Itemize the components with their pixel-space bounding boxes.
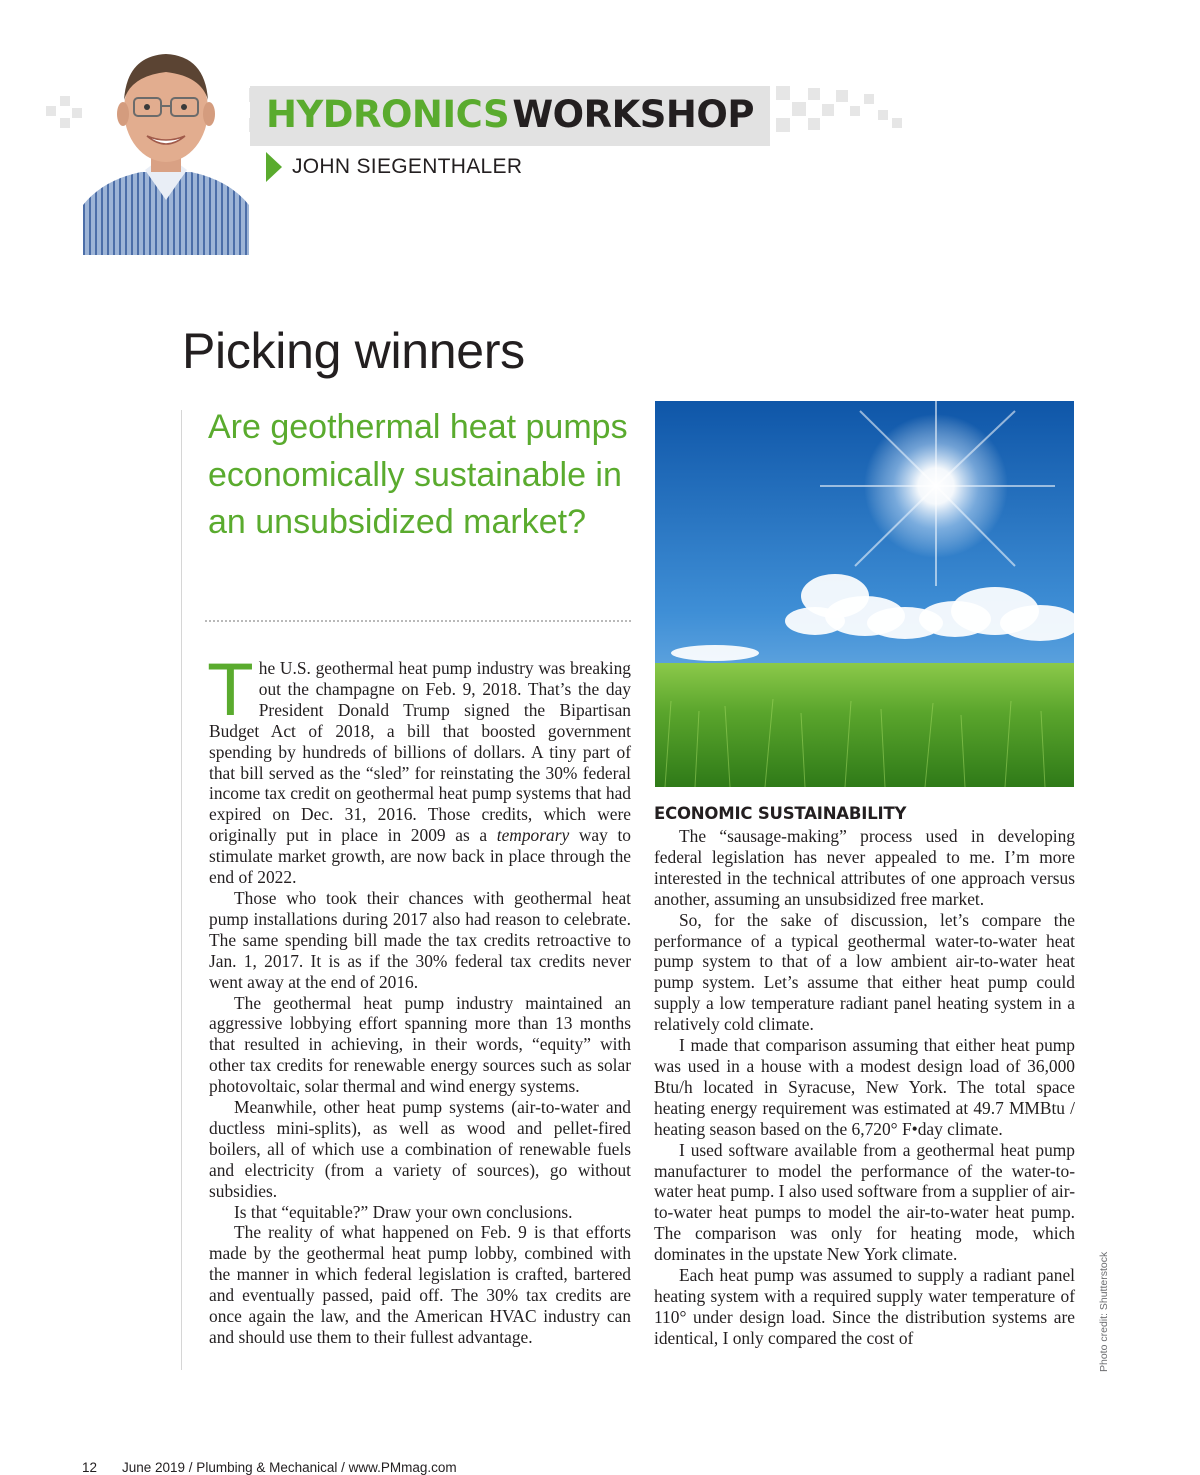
photo-credit-text: Photo credit: Shutterstock xyxy=(1098,1251,1110,1372)
text-run: Is that “equitable?” Draw your own conclusions. xyxy=(234,1201,573,1222)
text-run: The reality of what happened on Feb. 9 is that efforts made by the geothermal heat pump lobby, combined with the manner in which federal legislation is crafted, bartered and eventually passed, paid off. The 30% tax credits are once again the law, and the American HVAC industry can and should use them to their fullest advantage. xyxy=(209,1222,631,1347)
dotted-divider xyxy=(205,620,631,622)
body-paragraph xyxy=(209,1202,631,1223)
column-title-hydronics: HYDRONICS xyxy=(266,93,510,136)
body-paragraph xyxy=(209,1222,631,1347)
drop-cap: T xyxy=(209,650,252,732)
photo-credit xyxy=(1096,1252,1110,1372)
body-paragraph xyxy=(654,910,1075,1035)
text-run: Meanwhile, other heat pump systems (air-to-water and ductless mini-splits), as well as wood and pellet-fired boilers, all of which use a combination of renewable fuels and electricity (from a variety of sources), go without subsidies. xyxy=(209,1097,631,1201)
body-paragraph xyxy=(209,993,631,1098)
page-footer xyxy=(82,1460,457,1475)
column-title-workshop: WORKSHOP xyxy=(512,93,754,136)
text-run: The “sausage-making” process used in developing federal legislation has never appealed to me. I’m more interested in the technical attributes of one approach versus another, assuming an unsubsidized free market. xyxy=(654,826,1075,909)
sun-sky-grass-photo xyxy=(655,401,1074,787)
author-name: JOHN SIEGENTHALER xyxy=(292,155,523,178)
text-run: Those who took their chances with geothermal heat pump installations during 2017 also had reason to celebrate. The same spending bill made the tax credits retroactive to Jan. 1, 2017. It is as if the 30% federal tax credits never went away at the end of 2016. xyxy=(209,887,631,992)
left-vertical-rule xyxy=(181,410,182,1370)
section-heading: ECONOMIC SUSTAINABILITY xyxy=(654,804,907,823)
body-paragraph xyxy=(654,826,1075,910)
body-paragraph xyxy=(654,1035,1075,1140)
author-byline xyxy=(266,152,522,182)
text-run: way to stimulate market growth, are now back in place through the end of 2022. xyxy=(209,825,631,888)
author-portrait xyxy=(83,40,249,255)
text-run: Each heat pump was assumed to supply a radiant panel heating system with a required supply water temperature of 110° under design load. Since the distribution systems are identical, I only compared the cost of xyxy=(654,1265,1075,1348)
emphasis-text: temporary xyxy=(496,825,570,846)
article-deck: Are geothermal heat pumps economically sustainable in an unsubsidized market? xyxy=(208,408,628,541)
body-paragraph xyxy=(209,1097,631,1202)
column-title xyxy=(266,90,754,140)
page-number: 12 xyxy=(82,1460,98,1475)
article-headline: Picking winners xyxy=(182,323,525,379)
body-paragraph xyxy=(209,650,631,888)
body-paragraph xyxy=(654,1140,1075,1265)
body-paragraph xyxy=(654,1265,1075,1349)
triangle-arrow-icon xyxy=(266,152,282,182)
body-column-right xyxy=(654,826,1075,1349)
text-run: I made that comparison assuming that either heat pump was used in a house with a modest design load of 36,000 Btu/h located in Syracuse, New York. The total space heating energy requirement was estimated at 49.7 MMBtu / heating season based on the 6,720° F•day climate. xyxy=(654,1035,1075,1139)
text-run: he U.S. geothermal heat pump industry was breaking out the champagne on Feb. 9, 2018. That’s the day President Donald Trump signed the Bipartisan Budget Act of 2018, a bill that boosted government spending by hundreds of billions of dollars. A tiny part of that bill served as the “sled” for reinstating the 30% federal income tax credit on geothermal heat pump systems that had expired on Dec. 31, 2016. Those credits, which were originally put in place in 2009 as a xyxy=(209,658,631,846)
text-run: So, for the sake of discussion, let’s compare the performance of a typical geothermal water-to-water heat pump system to that of a low ambient air-to-water heat pump system. Let’s assume that either heat pump could supply a low temperature radiant panel heating system in a relatively cold climate. xyxy=(654,909,1075,1035)
text-run: I used software available from a geothermal heat pump manufacturer to model the performance of the water-to-water heat pump. I also used software from a supplier of air-to-water heat pumps to model the air-to-water heat pump. The comparison was only for heating mode, which dominates in the upstate New York climate. xyxy=(654,1139,1075,1265)
text-run: The geothermal heat pump industry maintained an aggressive lobbying effort spanning more than 13 months that resulted in achieving, in their words, “equity” with other tax credits for renewable energy sources such as solar photovoltaic, solar thermal and wind energy systems. xyxy=(209,992,631,1097)
body-column-left xyxy=(209,650,631,1348)
publication-line: June 2019 / Plumbing & Mechanical / www.PMmag.com xyxy=(122,1460,457,1475)
body-paragraph xyxy=(209,888,631,993)
